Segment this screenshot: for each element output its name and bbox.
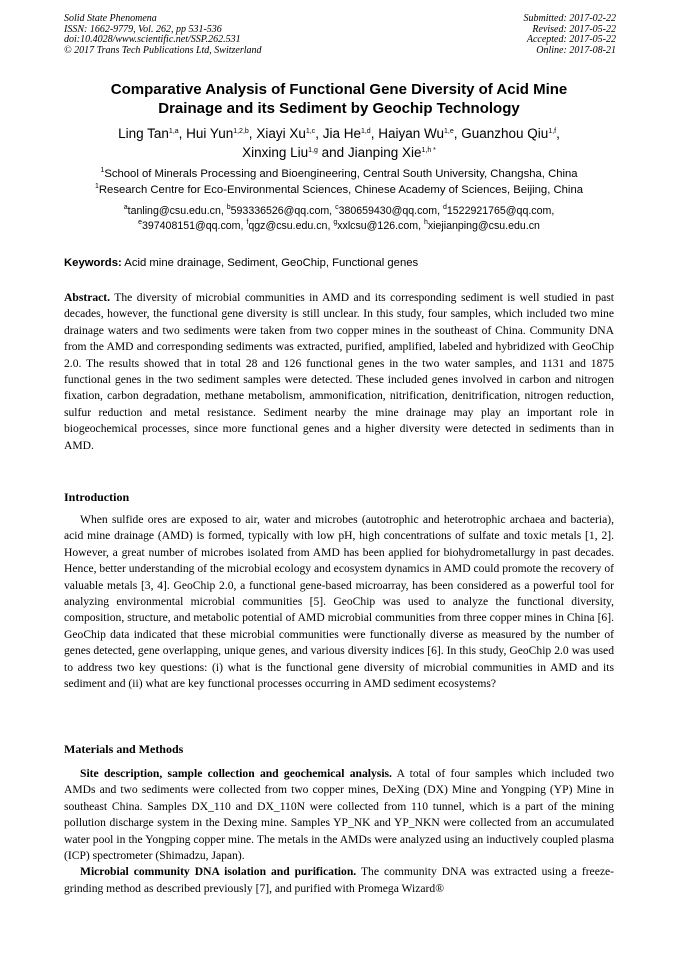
email-sup: d bbox=[442, 204, 447, 211]
author-line bbox=[40, 143, 638, 162]
date-online: Online: 2017-08-21 bbox=[536, 44, 616, 56]
author-sup: 1,e bbox=[444, 128, 454, 135]
email-sup: b bbox=[226, 204, 231, 211]
email: xiejianping@csu.edu.cn bbox=[427, 220, 540, 232]
email: 1522921765@qq.com bbox=[446, 205, 552, 217]
abstract-label: Abstract. bbox=[64, 291, 111, 304]
date-revised: Revised: 2017-05-22 bbox=[532, 23, 616, 35]
paragraph-lead: Site description, sample collection and geochemical analysis. bbox=[80, 767, 392, 780]
journal-issn: ISSN: 1662-9779, Vol. 262, pp 531-536 bbox=[64, 23, 222, 35]
author-sup: 1,d bbox=[360, 128, 371, 135]
paragraph-text: A total of four samples which included two AMDs and two sediments were collected from two copper mines, DeXing (DX) Mine and Yongping (YP) Mine in southeast China. Samples DX_110 and DX_110N were collected from 110 tunnel, which is a part of the mining pollution discharge system in the Dexing mine. Samples YP_NK and YP_NKN were collected from an accumulated water pool in the Yongping copper mine. The metals in the AMDs were analyzed using an inductively coupled plasma (ICP) spectrometer (Shimadzu, Japan). bbox=[64, 767, 614, 863]
author-list bbox=[40, 124, 638, 162]
author-separator: , bbox=[370, 126, 379, 141]
email-list bbox=[40, 204, 638, 234]
author-separator: , bbox=[556, 126, 560, 141]
author-separator: , bbox=[248, 126, 257, 141]
author-name: Hui Yun bbox=[186, 126, 234, 141]
paper-title bbox=[40, 80, 638, 118]
author-sup: 1,c bbox=[305, 128, 316, 135]
author-name: Jia He bbox=[322, 126, 361, 141]
email-sup: g bbox=[333, 219, 338, 226]
keywords-text: Acid mine drainage, Sediment, GeoChip, Functional genes bbox=[121, 257, 419, 269]
affiliation bbox=[40, 182, 638, 198]
date-accepted: Accepted: 2017-05-22 bbox=[526, 34, 616, 46]
author-separator: and bbox=[317, 145, 348, 160]
email: qgz@csu.edu.cn bbox=[248, 220, 328, 232]
date-submitted: Submitted: 2017-02-22 bbox=[523, 13, 616, 24]
abstract bbox=[64, 290, 614, 454]
keywords bbox=[64, 256, 624, 271]
email-sup: f bbox=[246, 219, 249, 226]
affiliation-sup: 1 bbox=[94, 183, 99, 190]
email-sup: c bbox=[335, 204, 339, 211]
abstract-text: The diversity of microbial communities in AMD and its corresponding sediment is well studied in past decades, however, the functional gene diversity is still unclear. In this study, four samples, which included two mine drainage waters and two sediments were taken from two copper mines in the southeast of China. Community DNA from the AMD and corresponding sediments was extracted, purified, amplified, labeled and hybridized with GeoChip 2.0. The results showed that in total 28 and 126 functional genes in the two water samples, and 1131 and 1875 functional genes in the two sediment samples were detected. These included genes involved in carbon and nitrogen fixation, carbon degradation, methane metabolism, ammonification, nitrification, denitrification, nitrogen reduction, sulfur reduction and metal resistance. Sediment nearby the mine drainage may play an important role in biogeochemical processes, since more functional genes and a higher diversity were detected in sediments than in AMD. bbox=[64, 291, 614, 452]
journal-info bbox=[64, 14, 262, 56]
journal-name: Solid State Phenomena bbox=[64, 13, 157, 24]
methods-paragraph bbox=[64, 864, 614, 897]
author-name: Haiyan Wu bbox=[378, 126, 444, 141]
author-name: Guanzhou Qiu bbox=[461, 126, 549, 141]
author-name: Xiayi Xu bbox=[256, 126, 306, 141]
introduction-text: When sulfide ores are exposed to air, water and microbes (autotrophic and heterotrophic archaea and bacteria), acid mine drainage (AMD) is formed, typically with low pH, high concentrations of sulfate and toxic metals [1, 2]. However, a great number of microbes isolated from AMD has been applied for biohydrometallurgy in past decades. Hence, better understanding of the microbial ecology and ecosystem dynamics in AMD could promote the recovery of valuable metals [3, 4]. GeoChip 2.0, a functional gene-based microarray, has been considered as a powerful tool for analyzing environmental microbial communities [5]. GeoChip was used to analyze the functional diversity, composition, structure, and metabolic potential of AMD microbial communities from three copper mines in China [6]. GeoChip data indicated that these microbial communities were functionally diverse as measured by the number of genes detected, gene overlapping, unique genes, and various diversity indices [6]. In this study, GeoChip 2.0 was used to address two key questions: (i) what is the functional gene diversity of microbial communities in AMD and its sediment and (ii) what are key functional processes occurring in AMD sediment ecosystems? bbox=[64, 513, 614, 691]
paragraph-lead: Microbial community DNA isolation and purification. bbox=[80, 865, 357, 879]
methods-body bbox=[64, 766, 614, 897]
methods-paragraph bbox=[64, 766, 614, 864]
title-line: Drainage and its Sediment by Geochip Technology bbox=[158, 100, 520, 117]
email-sup: a bbox=[123, 204, 128, 211]
email: 380659430@qq.com bbox=[338, 205, 438, 217]
author-separator: , bbox=[178, 126, 187, 141]
email: 397408151@qq.com bbox=[141, 220, 241, 232]
affiliations bbox=[40, 166, 638, 198]
author-sup: 1,f bbox=[548, 128, 557, 135]
email-sup: h bbox=[423, 219, 428, 226]
email-line: $^e$397408151@qq.com, $^f$qgz@csu.edu.cn, $^g$xxlcsu@126.com, $^h$xiejianping@csu.edu.cn bbox=[138, 219, 540, 232]
affiliation-sup: 1 bbox=[100, 167, 105, 174]
introduction-heading: Introduction bbox=[64, 490, 130, 504]
paragraph-text: The community DNA was extracted using a freeze-grinding method as described previously [7], and purified with Promega Wizard® bbox=[64, 865, 615, 895]
email: xxlcsu@126.com bbox=[337, 220, 419, 232]
affiliation-text: Research Centre for Eco-Environmental Sciences, Chinese Academy of Sciences, Beijing, China bbox=[98, 184, 584, 196]
author-sup: 1,a bbox=[168, 128, 179, 135]
title-line: Comparative Analysis of Functional Gene Diversity of Acid Mine bbox=[110, 81, 568, 98]
journal-doi: doi:10.4028/www.scientific.net/SSP.262.531 bbox=[64, 34, 241, 46]
author-sup: 1,h * bbox=[421, 147, 436, 154]
methods-heading: Materials and Methods bbox=[64, 742, 184, 756]
email-sup: e bbox=[138, 219, 142, 226]
keywords-label: Keywords: bbox=[64, 257, 122, 269]
affiliation-text: School of Minerals Processing and Bioengineering, Central South University, Changsha, China bbox=[104, 168, 578, 180]
author-name: Jianping Xie bbox=[347, 145, 422, 160]
author-separator: , bbox=[315, 126, 323, 141]
author-sup: 1,2,b bbox=[233, 128, 249, 135]
author-name: Xinxing Liu bbox=[242, 145, 309, 160]
author-line bbox=[40, 124, 638, 143]
email: 593336526@qq.com bbox=[230, 205, 330, 217]
journal-copyright: © 2017 Trans Tech Publications Ltd, Switzerland bbox=[64, 44, 262, 56]
email-line: $^a$tanling@csu.edu.cn, $^b$593336526@qq.com, $^c$380659430@qq.com, $^d$1522921765@qq.com, bbox=[123, 204, 555, 217]
affiliation bbox=[40, 166, 638, 182]
author-name: Ling Tan bbox=[118, 126, 169, 141]
author-sup: 1,g bbox=[308, 147, 318, 154]
email: tanling@csu.edu.cn bbox=[127, 205, 221, 217]
author-separator: , bbox=[453, 126, 462, 141]
submission-dates bbox=[524, 14, 617, 56]
